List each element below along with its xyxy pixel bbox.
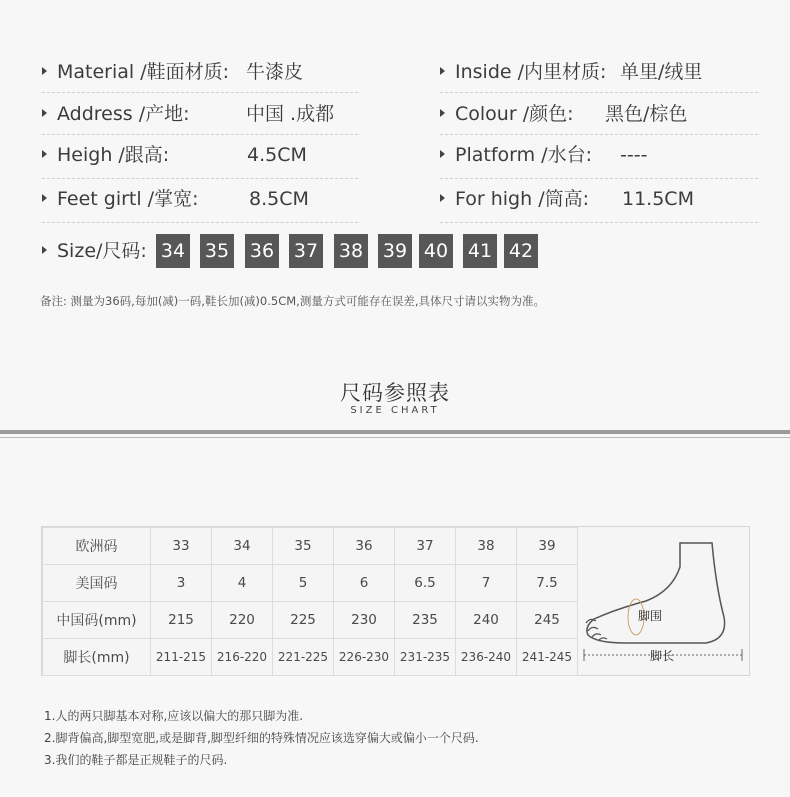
table-cell: 220	[212, 602, 273, 639]
divider	[440, 134, 758, 135]
size-chart-subtitle: SIZE CHART	[350, 405, 440, 416]
table-row	[43, 639, 578, 676]
spec-inside	[440, 57, 703, 87]
spec-value: ----	[620, 144, 648, 166]
tip-3: 3.我们的鞋子都是正规鞋子的尺码.	[44, 753, 228, 767]
size-option-38[interactable]: 38	[334, 234, 368, 268]
spec-value: 中国 .成都	[246, 103, 335, 125]
bullet-arrow-icon	[440, 150, 445, 158]
size-option-41[interactable]: 41	[463, 234, 497, 268]
table-cell: 4	[212, 565, 273, 602]
spec-label: Feet girtl /掌宽:	[57, 188, 199, 210]
spec-material	[42, 57, 304, 87]
table-cell: 35	[273, 528, 334, 565]
table-cell: 215	[151, 602, 212, 639]
foot-girth-label: 脚围	[638, 609, 663, 623]
table-cell: 38	[456, 528, 517, 565]
bullet-arrow-icon	[42, 150, 47, 158]
table-cell: 221-225	[273, 639, 334, 676]
table-cell: 225	[273, 602, 334, 639]
section-divider-thin	[0, 437, 790, 438]
spec-value: 黑色/棕色	[605, 103, 688, 125]
bullet-arrow-icon	[440, 109, 445, 117]
row-header: 欧洲码	[43, 528, 151, 565]
spec-label: Inside /内里材质:	[455, 61, 607, 83]
table-cell: 34	[212, 528, 273, 565]
table-cell: 211-215	[151, 639, 212, 676]
divider	[440, 178, 758, 179]
bullet-arrow-icon	[42, 194, 47, 202]
table-cell: 231-235	[395, 639, 456, 676]
table-cell: 236-240	[456, 639, 517, 676]
divider	[42, 222, 358, 223]
spec-value: 牛漆皮	[246, 61, 304, 83]
foot-length-label: 脚长	[650, 649, 675, 663]
foot-outline	[587, 543, 725, 643]
table-cell: 241-245	[517, 639, 578, 676]
foot-measurement-diagram	[576, 527, 749, 675]
size-label	[42, 234, 147, 268]
row-header: 美国码	[43, 565, 151, 602]
size-option-37[interactable]: 37	[289, 234, 323, 268]
spec-label: Address /产地:	[57, 103, 190, 125]
spec-value: 单里/绒里	[620, 61, 703, 83]
size-label-text: Size/尺码:	[57, 240, 147, 262]
table-cell: 7	[456, 565, 517, 602]
spec-address	[42, 99, 335, 129]
table-cell: 37	[395, 528, 456, 565]
table-row	[43, 528, 578, 565]
size-option-40[interactable]: 40	[419, 234, 453, 268]
spec-label: Platform /水台:	[455, 144, 592, 166]
table-cell: 240	[456, 602, 517, 639]
tip-1: 1.人的两只脚基本对称,应该以偏大的那只脚为准.	[44, 709, 304, 723]
spec-value: 8.5CM	[249, 188, 309, 210]
size-option-42[interactable]: 42	[504, 234, 538, 268]
divider	[440, 92, 758, 93]
size-table-container	[41, 526, 750, 676]
spec-label: Colour /颜色:	[455, 103, 574, 125]
table-cell: 7.5	[517, 565, 578, 602]
spec-value: 4.5CM	[247, 144, 307, 166]
tip-2: 2.脚背偏高,脚型宽肥,或是脚背,脚型纤细的特殊情况应该选穿偏大或偏小一个尺码.	[44, 731, 479, 745]
divider	[42, 134, 358, 135]
table-row	[43, 565, 578, 602]
spec-colour	[440, 99, 688, 129]
table-cell: 230	[334, 602, 395, 639]
size-table	[42, 527, 578, 676]
divider	[440, 222, 758, 223]
size-chart-title: 尺码参照表	[340, 381, 450, 405]
bullet-arrow-icon	[42, 109, 47, 117]
spec-shaft-height	[440, 184, 694, 214]
table-cell: 216-220	[212, 639, 273, 676]
measurement-note: 备注: 测量为36码,每加(减)一码,鞋长加(减)0.5CM,测量方式可能存在误差,具体尺寸请以实物为准。	[40, 294, 545, 308]
bullet-arrow-icon	[42, 67, 47, 75]
spec-value: 11.5CM	[622, 188, 694, 210]
divider	[42, 92, 358, 93]
bullet-arrow-icon	[440, 67, 445, 75]
bullet-arrow-icon	[440, 194, 445, 202]
toes	[586, 619, 607, 641]
section-divider	[0, 430, 790, 434]
spec-label: Heigh /跟高:	[57, 144, 170, 166]
table-cell: 226-230	[334, 639, 395, 676]
size-option-36[interactable]: 36	[245, 234, 279, 268]
spec-platform	[440, 140, 648, 170]
spec-label: For high /筒高:	[455, 188, 589, 210]
size-option-39[interactable]: 39	[378, 234, 412, 268]
table-cell: 3	[151, 565, 212, 602]
table-cell: 6.5	[395, 565, 456, 602]
size-option-34[interactable]: 34	[156, 234, 190, 268]
size-option-35[interactable]: 35	[200, 234, 234, 268]
table-row	[43, 602, 578, 639]
table-cell: 33	[151, 528, 212, 565]
table-cell: 39	[517, 528, 578, 565]
spec-feet-girth	[42, 184, 309, 214]
table-cell: 6	[334, 565, 395, 602]
bullet-arrow-icon	[42, 246, 47, 254]
spec-label: Material /鞋面材质:	[57, 61, 230, 83]
table-cell: 245	[517, 602, 578, 639]
spec-heel-height	[42, 140, 307, 170]
row-header: 脚长(mm)	[43, 639, 151, 676]
table-cell: 5	[273, 565, 334, 602]
table-cell: 235	[395, 602, 456, 639]
divider	[42, 178, 358, 179]
table-cell: 36	[334, 528, 395, 565]
row-header: 中国码(mm)	[43, 602, 151, 639]
